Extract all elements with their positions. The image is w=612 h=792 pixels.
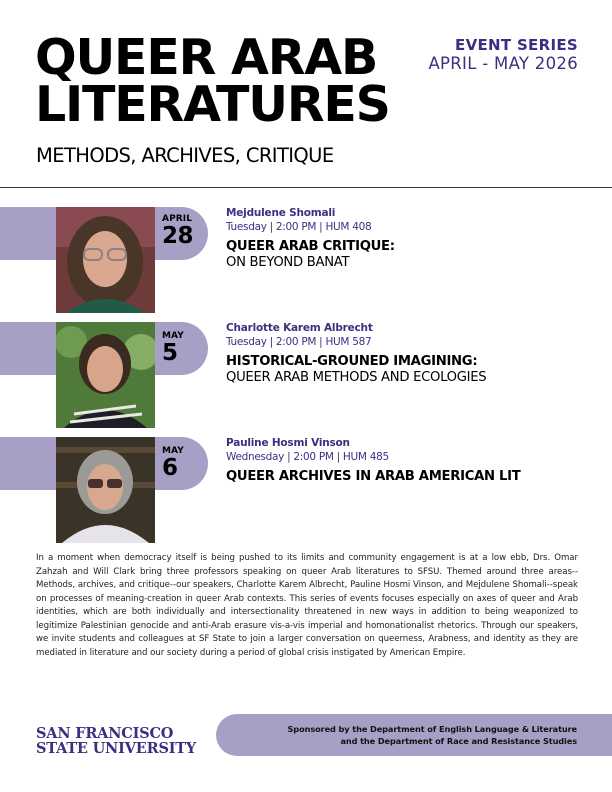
event-month: APRIL [162, 214, 193, 224]
event-day: 28 [162, 223, 194, 249]
talk-subtitle: ON BEYOND BANAT [226, 255, 350, 270]
portrait-image [56, 207, 155, 313]
header-divider [0, 187, 612, 188]
speaker-name: Charlotte Karem Albrecht [226, 322, 373, 334]
speaker-photo-shomali [56, 207, 155, 313]
sponsor-line-1: Sponsored by the Department of English Language & Literature [287, 724, 577, 734]
event-details: Tuesday | 2:00 PM | HUM 408 [226, 221, 372, 233]
event-date-3 [162, 446, 206, 480]
event-date-1 [162, 214, 206, 248]
event-details: Tuesday | 2:00 PM | HUM 587 [226, 336, 372, 348]
page-title [35, 29, 390, 133]
talk-title: HISTORICAL-GROUNED IMAGINING: [226, 354, 478, 369]
sponsor-line-2: and the Department of Race and Resistance Studies [340, 736, 577, 746]
event-date-2 [162, 331, 206, 365]
sfsu-logo [36, 726, 196, 756]
portrait-image [56, 437, 155, 543]
event-month: MAY [162, 331, 184, 341]
event-series-block [428, 36, 578, 74]
series-description: In a moment when democracy itself is being pushed to its limits and community engagement is at a low ebb, Drs. Omar Zahzah and Will Clark bring three professors speaking on queer Arab literatures to SFSU. Themed around three areas--Methods, archives, and critique--our speakers, Charlotte Karem Albrecht, Pauline Hosmi Vinson, and Mejdulene Shomali--speak on processes of meaning-creation in queer Arab contexts. This series of events focuses especially on axes of queer and Arab identities, which are both individually and intersectionality threatened in new ways in addition to being weaponized to legitimize Palestinian genocide and anti-Arab erasure vis-a-vis imperial and homonationalist rhetorics. Through our speakers, we invite students and colleagues at SF State to join a larger conversation on queerness, Arabness, and identity as they are mediated in literature and our society during a period of global crisis instigated by American Empire. [36, 553, 578, 658]
speaker-photo-albrecht [56, 322, 155, 428]
title-line-1: QUEER ARAB [35, 29, 378, 86]
logo-line-2: STATE UNIVERSITY [36, 740, 197, 757]
event-details: Wednesday | 2:00 PM | HUM 485 [226, 451, 389, 463]
event-info-2 [226, 322, 486, 386]
talk-title: QUEER ARCHIVES IN ARAB AMERICAN LIT [226, 469, 521, 484]
title-line-2: LITERATURES [35, 76, 390, 133]
portrait-image [56, 322, 155, 428]
speaker-name: Pauline Hosmi Vinson [226, 437, 350, 449]
series-dates: APRIL - MAY 2026 [428, 54, 578, 73]
event-info-3 [226, 437, 520, 485]
event-day: 6 [162, 455, 178, 481]
series-label: EVENT SERIES [455, 36, 578, 54]
speaker-name: Mejdulene Shomali [226, 207, 336, 219]
talk-title: QUEER ARAB CRITIQUE: [226, 239, 395, 254]
talk-subtitle: QUEER ARAB METHODS AND ECOLOGIES [226, 370, 487, 385]
event-info-1 [226, 207, 395, 271]
sponsor-text [288, 723, 577, 747]
event-day: 5 [162, 340, 178, 366]
event-month: MAY [162, 446, 184, 456]
sponsor-bar [216, 714, 612, 756]
page-subtitle: METHODS, ARCHIVES, CRITIQUE [36, 144, 334, 167]
speaker-photo-vinson [56, 437, 155, 543]
logo-line-1: SAN FRANCISCO [36, 725, 174, 742]
